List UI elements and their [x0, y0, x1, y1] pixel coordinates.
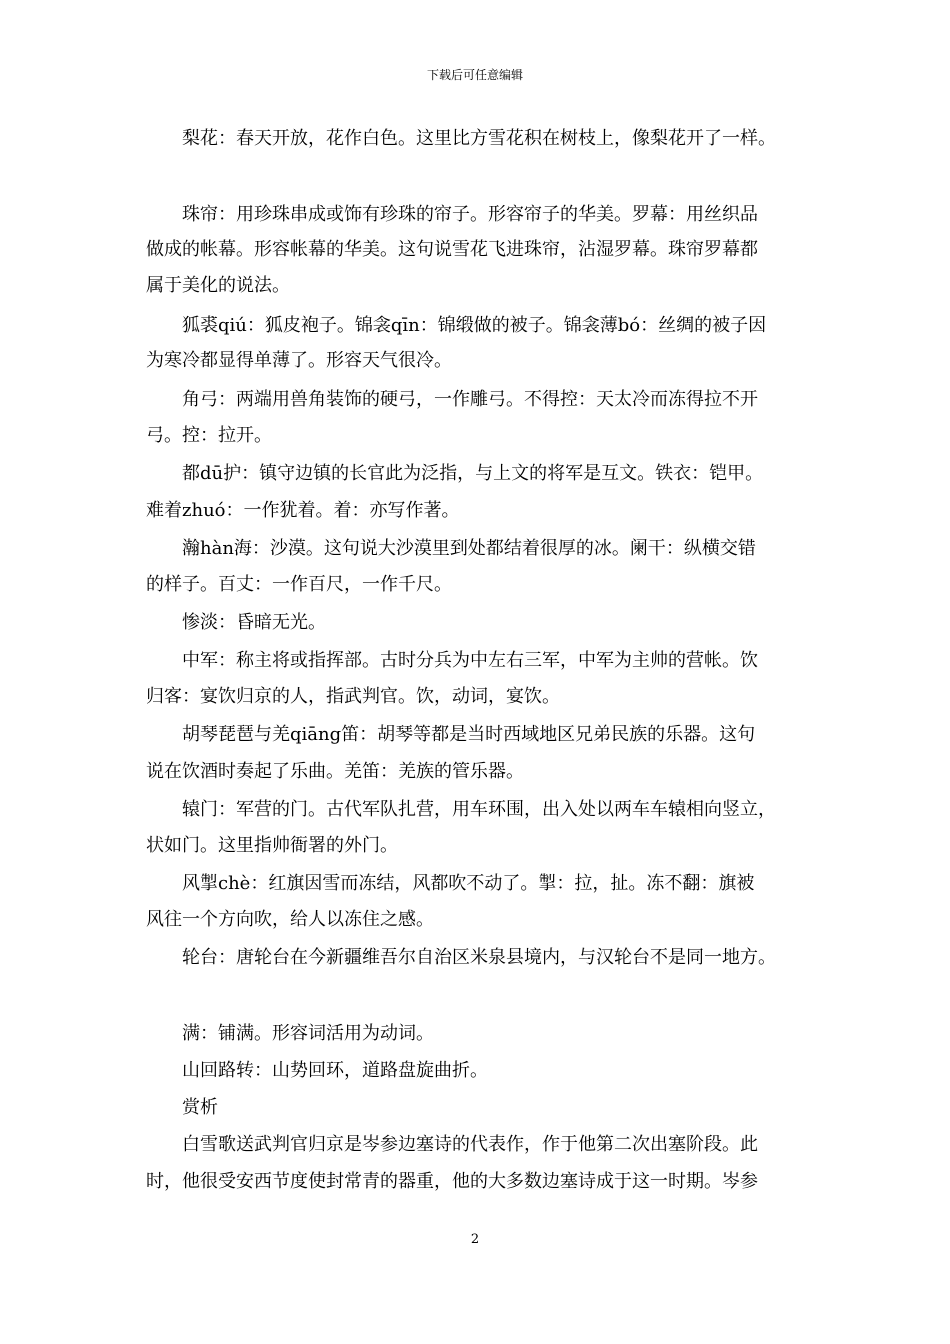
text-line: 山回路转：山势回环，道路盘旋曲折。: [182, 1060, 488, 1081]
text-line: 做成的帐幕。形容帐幕的华美。这句说雪花飞进珠帘，沾湿罗幕。珠帘罗幕都: [146, 239, 758, 260]
text-line: 中军：称主将或指挥部。古时分兵为中左右三军，中军为主帅的营帐。饮: [182, 650, 758, 671]
text-line: 状如门。这里指帅衙署的外门。: [146, 835, 398, 856]
text-line: 说在饮酒时奏起了乐曲。羌笛：羌族的管乐器。: [146, 761, 524, 782]
text-line: 辕门：军营的门。古代军队扎营，用车环围，出入处以两车车辕相向竖立，: [182, 799, 776, 820]
text-line: 时，他很受安西节度使封常青的器重，他的大多数边塞诗成于这一时期。岑参: [146, 1171, 758, 1192]
text-line: 弓。控：拉开。: [146, 425, 272, 446]
text-line: 归客：宴饮归京的人，指武判官。饮，动词，宴饮。: [146, 686, 560, 707]
text-line: 轮台：唐轮台在今新疆维吾尔自治区米泉县境内，与汉轮台不是同一地方。: [182, 947, 776, 968]
text-line: 狐裘qiú：狐皮袍子。锦衾qīn：锦缎做的被子。锦衾薄bó：丝绸的被子因: [182, 315, 767, 336]
text-line: 难着zhuó：一作犹着。着：亦写作著。: [146, 500, 460, 521]
text-line: 风掣chè：红旗因雪而冻结，风都吹不动了。掣：拉，扯。冻不翻：旗被: [182, 873, 755, 894]
page-number: 2: [470, 1232, 480, 1247]
text-line: 珠帘：用珍珠串成或饰有珍珠的帘子。形容帘子的华美。罗幕：用丝织品: [182, 204, 758, 225]
text-line: 瀚hàn海：沙漠。这句说大沙漠里到处都结着很厚的冰。阑干：纵横交错: [182, 538, 756, 559]
text-line: 都dū护：镇守边镇的长官此为泛指，与上文的将军是互文。铁衣：铠甲。: [182, 463, 764, 484]
text-line: 属于美化的说法。: [146, 275, 290, 296]
page-header: 下载后可任意编辑: [426, 68, 523, 82]
text-line: 满：铺满。形容词活用为动词。: [182, 1023, 434, 1044]
text-line: 胡琴琵琶与羌qiāng笛：胡琴等都是当时西域地区兄弟民族的乐器。这句: [182, 724, 756, 745]
text-line: 白雪歌送武判官归京是岑参边塞诗的代表作，作于他第二次出塞阶段。此: [182, 1134, 758, 1155]
text-line: 风往一个方向吹，给人以冻住之感。: [146, 909, 434, 930]
text-line: 为寒冷都显得单薄了。形容天气很冷。: [146, 350, 452, 371]
section-heading: 赏析: [182, 1097, 218, 1118]
text-line: 角弓：两端用兽角装饰的硬弓，一作雕弓。不得控：天太冷而冻得拉不开: [182, 389, 758, 410]
text-line: 梨花：春天开放，花作白色。这里比方雪花积在树枝上，像梨花开了一样。: [182, 128, 776, 149]
text-line: 的样子。百丈：一作百尺，一作千尺。: [146, 574, 452, 595]
text-line: 惨淡：昏暗无光。: [182, 612, 326, 633]
